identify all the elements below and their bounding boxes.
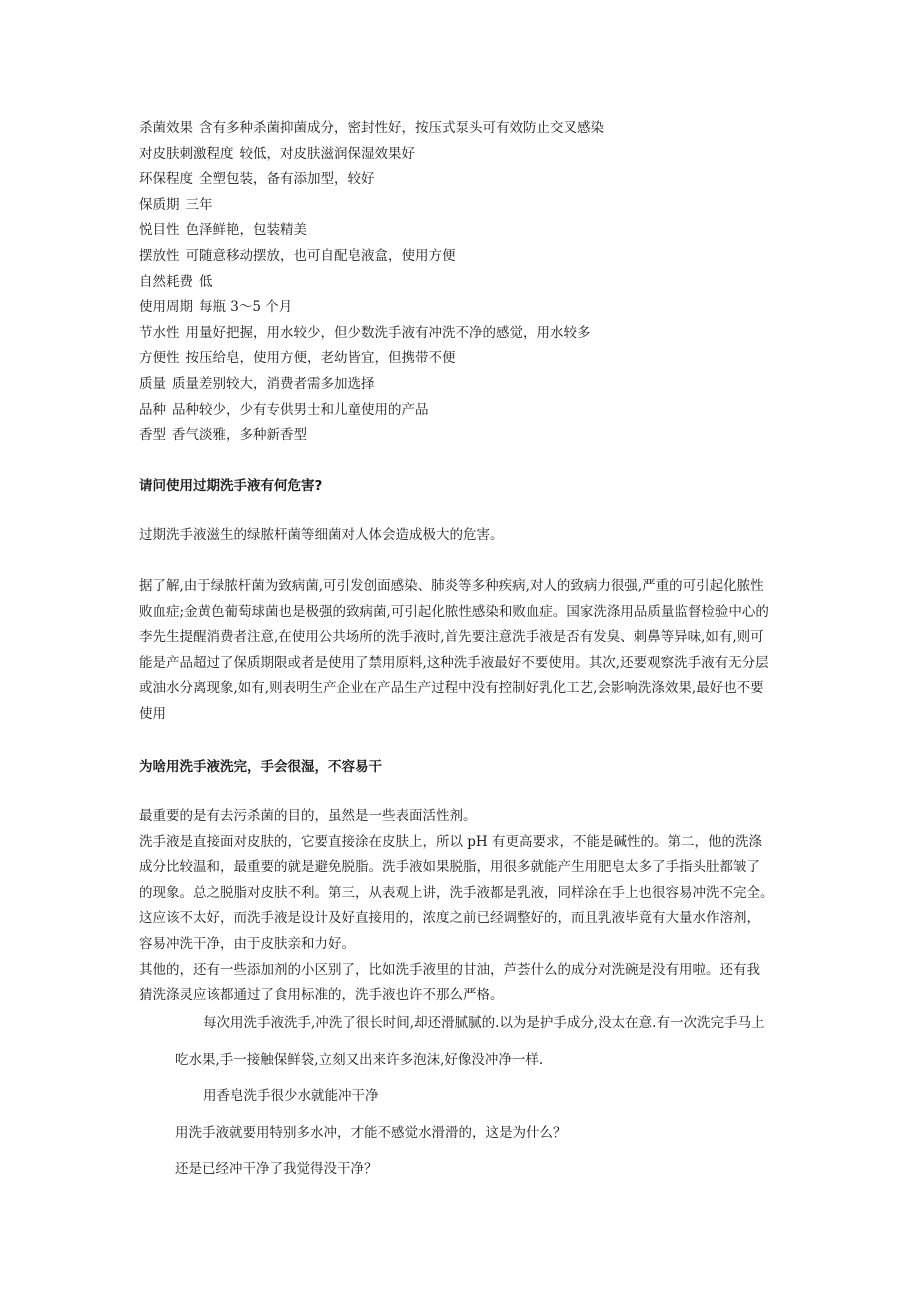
qa-line: 用洗手液就要用特别多水冲，才能不感觉水滑滑的，这是为什么？ — [175, 1125, 567, 1141]
text-line: 使用 — [139, 705, 166, 722]
spec-key: 对皮肤刺激程度 — [139, 145, 234, 162]
spec-key: 保质期 — [139, 196, 180, 213]
text-line: 容易冲洗干净，由于皮肤亲和力好。 — [139, 935, 355, 952]
spec-value: 较低，对皮肤滋润保湿效果好 — [239, 145, 415, 162]
spec-key: 自然耗费 — [139, 273, 193, 290]
text-line: 能是产品超过了保质期限或者是使用了禁用原料,这种洗手液最好不要使用。其次,还要观察洗手液有无分层 — [139, 654, 769, 671]
spec-list — [139, 116, 799, 449]
section-heading-expired-risk: 请问使用过期洗手液有何危害? — [139, 478, 323, 494]
spec-row — [139, 295, 799, 321]
text-line: 李先生提醒消费者注意,在使用公共场所的洗手液时,首先要注意洗手液是否有发臭、刺鼻等异味,如有,则可 — [139, 629, 764, 646]
text-line: 猜洗涤灵应该都通过了食用标准的，洗手液也许不那么严格。 — [139, 987, 504, 1004]
text-line: 最重要的是有去污杀菌的目的，虽然是一些表面活性剂。 — [139, 808, 477, 824]
spec-row — [139, 244, 799, 270]
spec-value: 品种较少，少有专供男士和儿童使用的产品 — [172, 401, 429, 418]
text-line: 成分比较温和，最重要的就是避免脱脂。洗手液如果脱脂，用很多就能产生用肥皂太多了手指头肚都皱了 — [139, 859, 760, 876]
spec-key: 香型 — [139, 427, 166, 444]
spec-row — [139, 142, 799, 168]
spec-value: 全塑包装，备有添加型，较好 — [199, 171, 375, 188]
spec-row — [139, 372, 799, 398]
text-line: 其他的，还有一些添加剂的小区别了，比如洗手液里的甘油，芦荟什么的成分对洗碗是没有用啦。还有我 — [139, 961, 760, 978]
qa-line: 用香皂洗手很少水就能冲干净 — [203, 1088, 379, 1104]
text-line: 过期洗手液滋生的绿脓杆菌等细菌对人体会造成极大的危害。 — [139, 527, 504, 543]
spec-key: 杀菌效果 — [139, 120, 193, 136]
spec-value: 含有多种杀菌抑菌成分，密封性好，按压式泵头可有效防止交叉感染 — [199, 120, 604, 136]
section-body-expired — [139, 574, 785, 728]
spec-key: 悦目性 — [139, 222, 180, 239]
text-line: 洗手液是直接面对皮肤的，它要直接涂在皮肤上，所以 pH 有更高要求，不能是碱性的。第二，他的洗涤 — [139, 833, 762, 850]
section-intro — [139, 523, 785, 549]
spec-row — [139, 398, 799, 424]
qa-line: 每次用洗手液洗手,冲洗了很长时间,却还滑腻腻的.以为是护手成分,没太在意.有一次洗完手马上 — [203, 1015, 765, 1031]
section-heading-wet-hands: 为啥用洗手液洗完，手会很湿，不容易干 — [139, 759, 382, 775]
spec-key: 品种 — [139, 401, 166, 418]
spec-key: 节水性 — [139, 324, 180, 341]
spec-value: 低 — [199, 273, 213, 290]
text-line: 败血症;金黄色葡萄球菌也是极强的致病菌,可引起化脓性感染和败血症。国家洗涤用品质量监督检验中心的 — [139, 603, 769, 620]
spec-row — [139, 270, 799, 296]
spec-row — [139, 321, 799, 347]
text-line: 或油水分离现象,如有,则表明生产企业在产品生产过程中没有控制好乳化工艺,会影响洗涤效果,最好也不要 — [139, 680, 764, 697]
spec-key: 环保程度 — [139, 171, 193, 188]
spec-key: 方便性 — [139, 350, 180, 367]
spec-key: 使用周期 — [139, 299, 193, 316]
spec-key: 质量 — [139, 375, 166, 392]
spec-row — [139, 116, 799, 142]
spec-key: 摆放性 — [139, 247, 180, 264]
spec-value: 色泽鲜艳，包装精美 — [185, 222, 307, 239]
spec-value: 香气淡雅，多种新香型 — [172, 427, 307, 444]
text-line: 的现象。总之脱脂对皮肤不利。第三，从表观上讲，洗手液都是乳液，同样涂在手上也很容易冲洗不完全。 — [139, 884, 774, 901]
spec-value: 按压给皂，使用方便，老幼皆宜，但携带不便 — [185, 350, 456, 367]
qa-line: 吃水果,手一接触保鲜袋,立刻又出来许多泡沫,好像没冲净一样. — [175, 1052, 544, 1068]
spec-row — [139, 346, 799, 372]
text-line: 这应该不太好，而洗手液是设计及好直接用的，浓度之前已经调整好的，而且乳液毕竟有大量水作溶剂， — [139, 910, 760, 927]
spec-value: 每瓶 3～5 个月 — [199, 299, 293, 316]
text-line: 据了解,由于绿脓杆菌为致病菌,可引发创面感染、肺炎等多种疾病,对人的致病力很强,严重的可引起化脓性 — [139, 578, 764, 594]
spec-row — [139, 167, 799, 193]
spec-row — [139, 218, 799, 244]
spec-value: 三年 — [185, 196, 213, 213]
qa-line: 还是已经冲干净了我觉得没干净？ — [175, 1161, 378, 1177]
spec-value: 用量好把握，用水较少，但少数洗手液有冲洗不净的感觉，用水较多 — [185, 324, 591, 341]
section-body-wet-hands — [139, 804, 785, 1009]
spec-value: 质量差别较大，消费者需多加选择 — [172, 375, 375, 392]
spec-value: 可随意移动摆放，也可自配皂液盒，使用方便 — [185, 247, 456, 264]
spec-row — [139, 193, 799, 219]
spec-row — [139, 423, 799, 449]
